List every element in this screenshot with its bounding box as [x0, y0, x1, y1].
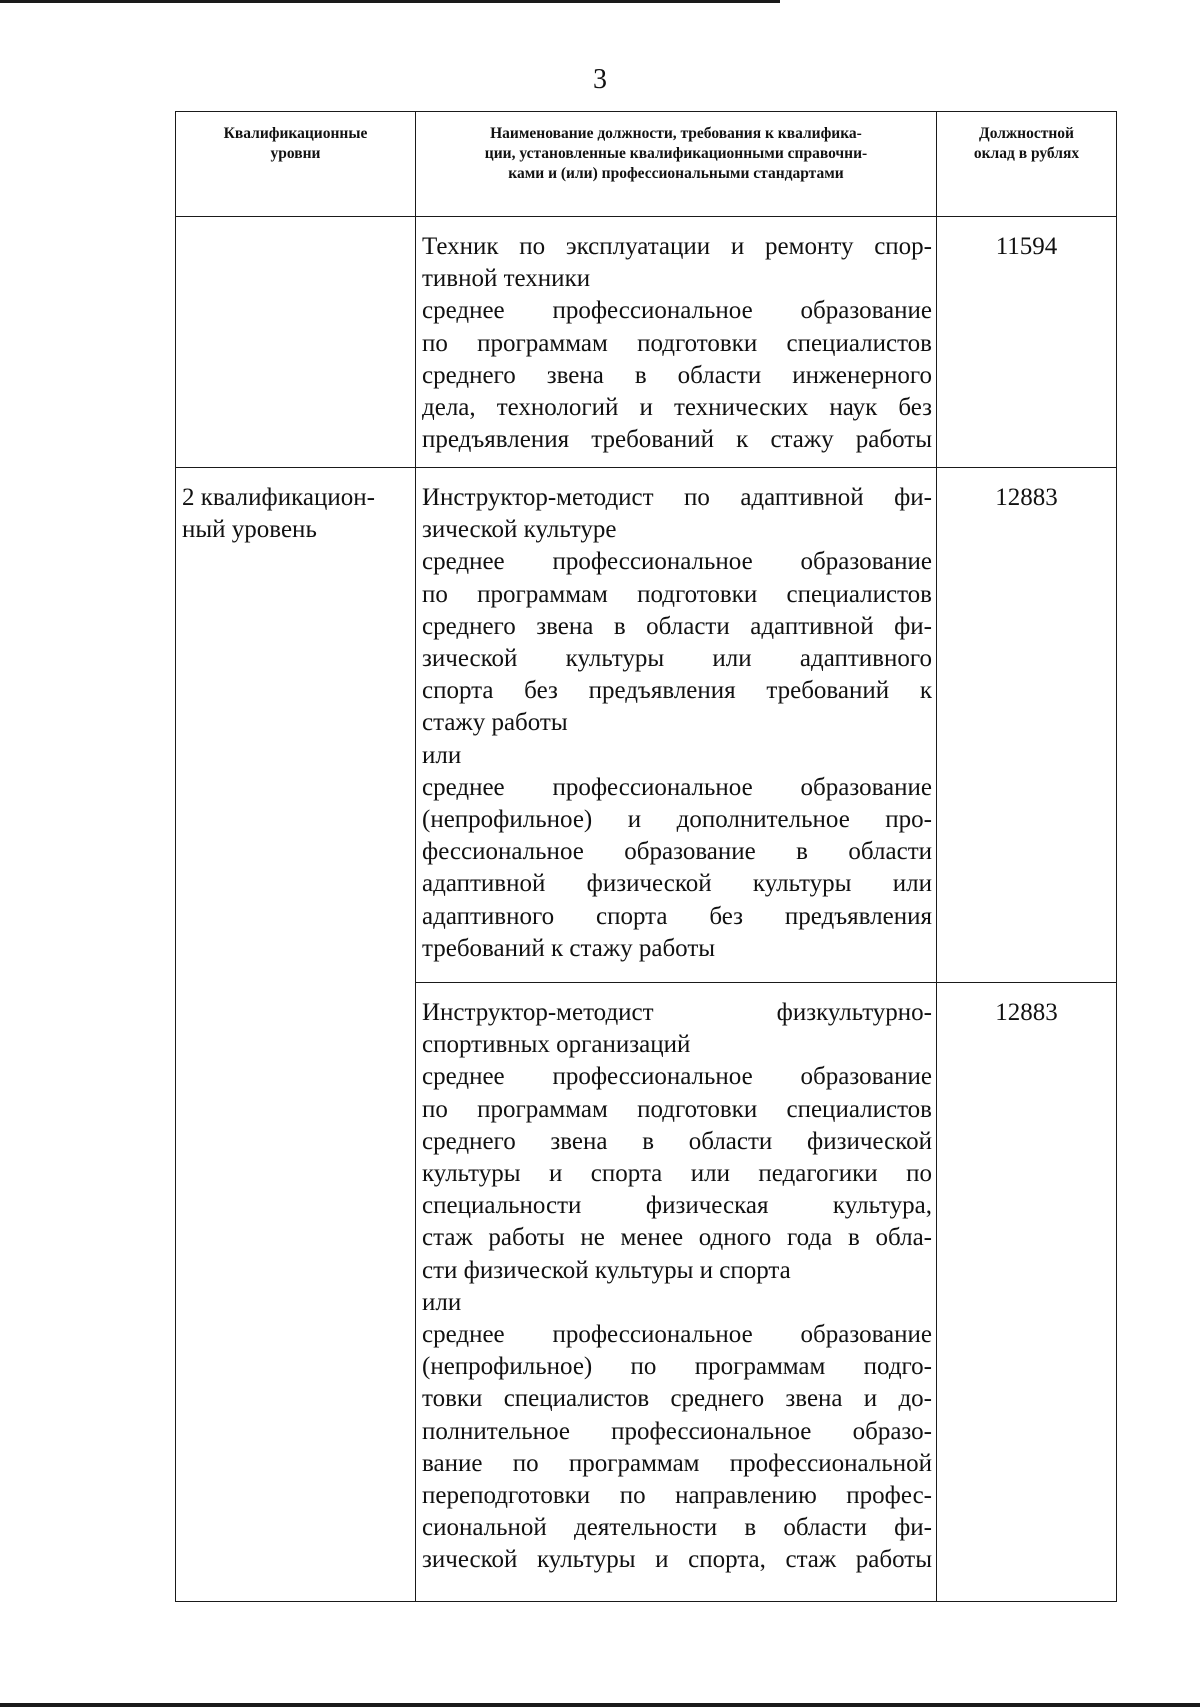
description-line: по программам подготовки специалистов	[422, 329, 932, 357]
description-line: среднее профессиональное образование	[422, 1321, 932, 1349]
header-level-line: Квалификационные	[223, 125, 368, 142]
description-line: или	[422, 1288, 462, 1316]
position-description-cell	[416, 983, 937, 1602]
header-name	[416, 112, 937, 217]
position-description-cell	[416, 468, 937, 983]
table-row	[176, 983, 1117, 1602]
table-header-row	[176, 112, 1117, 217]
level-line: ный уровень	[182, 516, 317, 543]
description-line: Инструктор-методист по адаптивной фи-	[422, 484, 932, 511]
scan-edge-top	[0, 0, 780, 3]
description-line: среднего звена в области адаптивной фи-	[422, 612, 932, 640]
qualification-table	[175, 111, 1117, 1602]
scan-edge-bottom	[0, 1703, 1200, 1707]
header-salary-line: оклад в рублях	[973, 145, 1080, 162]
description-line: дела, технологий и технических наук без	[422, 394, 932, 422]
description-line: спорта без предъявления требований к	[422, 677, 932, 705]
header-name-line: ками и (или) профессиональными стандартами	[508, 165, 844, 182]
salary-cell: 11594	[937, 217, 1117, 468]
description-line: адаптивной физической культуры или	[422, 870, 932, 898]
header-name-line: Наименование должности, требования к квалифика-	[490, 125, 862, 142]
description-line: среднего звена в области физической	[422, 1127, 932, 1155]
description-line: стаж работы не менее одного года в обла-	[422, 1224, 932, 1252]
description-line: адаптивного спорта без предъявления	[422, 902, 932, 930]
description-line: среднее профессиональное образование	[422, 297, 932, 325]
description-line: стажу работы	[422, 709, 568, 737]
description-line: требований к стажу работы	[422, 934, 716, 962]
description-line: Техник по эксплуатации и ремонту спор-	[422, 233, 932, 260]
description-line: по программам подготовки специалистов	[422, 1095, 932, 1123]
description-line: или	[422, 741, 462, 769]
description-line: Инструктор-методист физкультурно-	[422, 999, 932, 1026]
description-line: сти физической культуры и спорта	[422, 1256, 791, 1284]
header-salary	[937, 112, 1117, 217]
description-line: среднее профессиональное образование	[422, 1063, 932, 1091]
description-line: зической культуры и спорта, стаж работы	[422, 1546, 932, 1574]
description-line: товки специалистов среднего звена и до-	[422, 1385, 932, 1413]
table-row	[176, 468, 1117, 983]
description-line: полнительное профессиональное образо-	[422, 1417, 932, 1445]
description-line: (непрофильное) по программам подго-	[422, 1353, 932, 1381]
level-cell	[176, 983, 416, 1602]
table-row	[176, 217, 1117, 468]
description-line: (непрофильное) и дополнительное про-	[422, 806, 932, 834]
header-level	[176, 112, 416, 217]
salary-cell: 12883	[937, 468, 1117, 983]
page-number: 3	[593, 64, 607, 95]
description-line: зической культуре	[422, 516, 617, 544]
description-line: тивной техники	[422, 265, 591, 293]
description-line: среднего звена в области инженерного	[422, 361, 932, 389]
header-salary-line: Должностной	[979, 125, 1074, 142]
description-line: по программам подготовки специалистов	[422, 580, 932, 608]
salary-cell: 12883	[937, 983, 1117, 1602]
description-line: среднее профессиональное образование	[422, 773, 932, 801]
description-line: зической культуры или адаптивного	[422, 645, 932, 673]
header-level-line: уровни	[270, 145, 321, 162]
description-line: предъявления требований к стажу работы	[422, 426, 932, 454]
level-cell	[176, 217, 416, 468]
description-line: сиональной деятельности в области фи-	[422, 1514, 932, 1542]
position-description-cell	[416, 217, 937, 468]
description-line: культуры и спорта или педагогики по	[422, 1160, 932, 1188]
description-line: вание по программам профессиональной	[422, 1449, 932, 1477]
description-line: фессиональное образование в области	[422, 838, 932, 866]
description-line: переподготовки по направлению профес-	[422, 1482, 932, 1510]
level-line: 2 квалификацион-	[182, 484, 375, 511]
header-name-line: ции, установленные квалификационными справочни-	[484, 145, 868, 162]
level-cell	[176, 468, 416, 983]
description-line: спортивных организаций	[422, 1031, 691, 1059]
description-line: среднее профессиональное образование	[422, 548, 932, 576]
description-line: специальности физическая культура,	[422, 1192, 932, 1220]
